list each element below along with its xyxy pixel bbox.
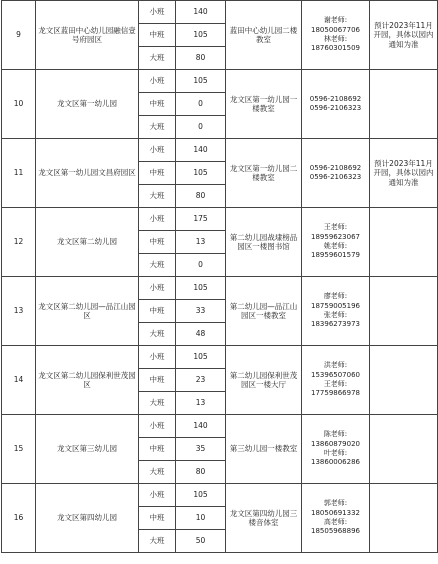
- registration-location: 龙文区第一幼儿园一楼教室: [226, 70, 302, 139]
- class-level: 小班: [139, 1, 176, 24]
- remarks: 预计2023年11月开园，具体以园内通知为准: [370, 1, 438, 70]
- remarks: 预计2023年11月开园，具体以园内通知为准: [370, 139, 438, 208]
- contact-line: 18760301509: [311, 44, 360, 53]
- contact-line: 18050067706: [311, 25, 360, 34]
- table-row: [2, 346, 438, 369]
- contact-info: [302, 484, 370, 553]
- remarks: [370, 208, 438, 277]
- remarks: [370, 70, 438, 139]
- enrollment-count: 0: [176, 93, 226, 116]
- contact-line: 高老师:: [323, 518, 348, 526]
- contact-line: 廖老师:: [323, 292, 348, 301]
- class-level: 中班: [139, 162, 176, 185]
- kindergarten-name: 龙文区第三幼儿园: [36, 415, 139, 484]
- contact-info: [302, 346, 370, 415]
- registration-location: 第三幼儿园一楼教室: [226, 415, 302, 484]
- class-level: 小班: [139, 346, 176, 369]
- enrollment-count: 10: [176, 507, 226, 530]
- enrollment-count: 175: [176, 208, 226, 231]
- class-level: 中班: [139, 231, 176, 254]
- contact-line: 王老师:: [323, 223, 348, 232]
- contact-line: 林老师:: [323, 35, 348, 43]
- registration-location: 蓝田中心幼儿园二楼教室: [226, 1, 302, 70]
- row-number: 12: [2, 208, 36, 277]
- contact-line: 18759005196: [311, 301, 360, 310]
- class-level: 大班: [139, 185, 176, 208]
- enrollment-count: 105: [176, 162, 226, 185]
- contact-line: 18959601579: [311, 251, 360, 260]
- contact-line: 王老师:: [323, 380, 348, 388]
- contact-line: 0596-2108692: [309, 94, 362, 103]
- kindergarten-name: 龙文区第四幼儿园: [36, 484, 139, 553]
- contact-line: 18959623067: [311, 232, 360, 241]
- enrollment-count: 80: [176, 185, 226, 208]
- class-level: 小班: [139, 139, 176, 162]
- enrollment-count: 50: [176, 530, 226, 553]
- kindergarten-name: 龙文区第一幼儿园: [36, 70, 139, 139]
- kindergarten-name: 龙文区第二幼儿园保利世茂园区: [36, 346, 139, 415]
- enrollment-count: 13: [176, 231, 226, 254]
- enrollment-count: 105: [176, 484, 226, 507]
- class-level: 小班: [139, 277, 176, 300]
- table-body: [2, 1, 438, 553]
- class-level: 中班: [139, 24, 176, 47]
- enrollment-count: 23: [176, 369, 226, 392]
- class-level: 大班: [139, 461, 176, 484]
- enrollment-count: 105: [176, 346, 226, 369]
- remarks: [370, 415, 438, 484]
- contact-info: [302, 415, 370, 484]
- enrollment-count: 0: [176, 254, 226, 277]
- kindergarten-name: 龙文区蓝田中心幼儿园融信壹号府园区: [36, 1, 139, 70]
- registration-location: 第二幼儿园战埭榜品园区一楼图书馆: [226, 208, 302, 277]
- row-number: 10: [2, 70, 36, 139]
- table-row: [2, 208, 438, 231]
- contact-line: 17759866978: [311, 389, 360, 398]
- enrollment-count: 105: [176, 70, 226, 93]
- enrollment-count: 140: [176, 139, 226, 162]
- contact-line: 陈老师:: [323, 430, 348, 439]
- class-level: 小班: [139, 208, 176, 231]
- table-row: [2, 1, 438, 24]
- enrollment-count: 33: [176, 300, 226, 323]
- table-row: [2, 139, 438, 162]
- kindergarten-enrollment-table: [1, 0, 438, 553]
- table-row: [2, 484, 438, 507]
- class-level: 小班: [139, 70, 176, 93]
- contact-line: 15396507060: [311, 370, 360, 379]
- class-level: 小班: [139, 484, 176, 507]
- contact-line: 0596-2106323: [309, 173, 362, 181]
- row-number: 14: [2, 346, 36, 415]
- kindergarten-name: 龙文区第一幼儿园文昌府园区: [36, 139, 139, 208]
- contact-line: 洪老师:: [323, 361, 348, 370]
- class-level: 大班: [139, 530, 176, 553]
- contact-info: [302, 208, 370, 277]
- table-row: [2, 415, 438, 438]
- class-level: 小班: [139, 415, 176, 438]
- contact-info: [302, 277, 370, 346]
- enrollment-count: 13: [176, 392, 226, 415]
- class-level: 大班: [139, 323, 176, 346]
- class-level: 大班: [139, 116, 176, 139]
- registration-location: 龙文区第一幼儿园二楼教室: [226, 139, 302, 208]
- enrollment-count: 35: [176, 438, 226, 461]
- contact-line: 张老师:: [323, 311, 348, 319]
- class-level: 大班: [139, 254, 176, 277]
- row-number: 11: [2, 139, 36, 208]
- enrollment-count: 105: [176, 24, 226, 47]
- contact-line: 13860879020: [311, 439, 360, 448]
- contact-info: [302, 1, 370, 70]
- contact-line: 0596-2106323: [309, 104, 362, 112]
- enrollment-count: 80: [176, 47, 226, 70]
- contact-line: 谢老师:: [323, 16, 348, 25]
- contact-line: 姚老师:: [323, 242, 348, 250]
- class-level: 大班: [139, 47, 176, 70]
- enrollment-count: 48: [176, 323, 226, 346]
- class-level: 中班: [139, 438, 176, 461]
- contact-info: [302, 139, 370, 208]
- registration-location: 第二幼儿园保利世茂园区一楼大厅: [226, 346, 302, 415]
- enrollment-count: 140: [176, 415, 226, 438]
- row-number: 9: [2, 1, 36, 70]
- class-level: 中班: [139, 507, 176, 530]
- enrollment-count: 140: [176, 1, 226, 24]
- contact-line: 18396273973: [311, 320, 360, 329]
- contact-line: 13860006286: [311, 458, 360, 467]
- row-number: 16: [2, 484, 36, 553]
- contact-line: 18505968896: [311, 527, 360, 536]
- contact-line: 叶老师:: [323, 449, 348, 457]
- enrollment-count: 105: [176, 277, 226, 300]
- table-row: [2, 277, 438, 300]
- contact-line: 郭老师:: [323, 499, 348, 508]
- enrollment-count: 80: [176, 461, 226, 484]
- class-level: 中班: [139, 300, 176, 323]
- remarks: [370, 346, 438, 415]
- table-row: [2, 70, 438, 93]
- contact-line: 0596-2108692: [309, 163, 362, 172]
- contact-line: 18050691332: [311, 508, 360, 517]
- contact-info: [302, 70, 370, 139]
- remarks: [370, 484, 438, 553]
- enrollment-count: 0: [176, 116, 226, 139]
- remarks: [370, 277, 438, 346]
- kindergarten-name: 龙文区第二幼儿园—品江山园区: [36, 277, 139, 346]
- class-level: 中班: [139, 93, 176, 116]
- registration-location: 第二幼儿园—品江山园区一楼教室: [226, 277, 302, 346]
- kindergarten-name: 龙文区第二幼儿园: [36, 208, 139, 277]
- row-number: 15: [2, 415, 36, 484]
- registration-location: 龙文区第四幼儿园三楼音体室: [226, 484, 302, 553]
- class-level: 大班: [139, 392, 176, 415]
- row-number: 13: [2, 277, 36, 346]
- class-level: 中班: [139, 369, 176, 392]
